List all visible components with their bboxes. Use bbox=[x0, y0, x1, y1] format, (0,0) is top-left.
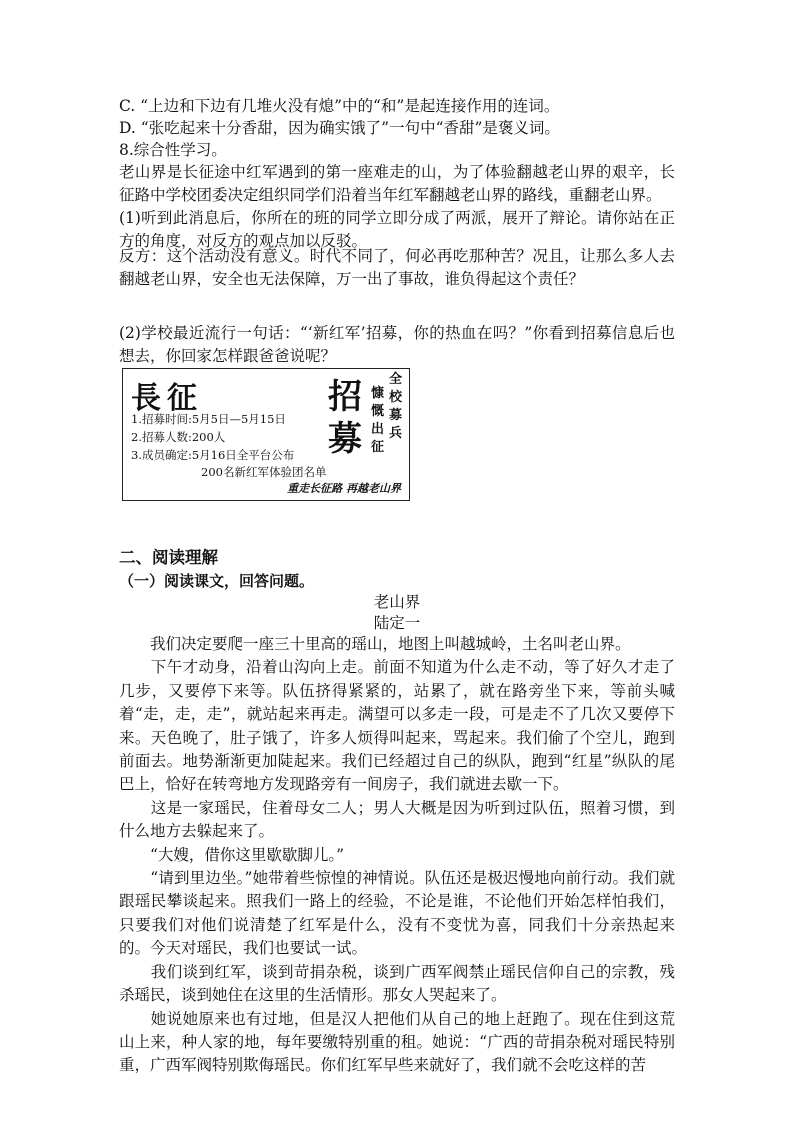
poster-vertical-slogan-2: 全校募兵 bbox=[389, 372, 403, 441]
article-paragraph: 下午才动身，沿着山沟向上走。前面不知道为什么走不动，等了好久才走了几步，又要停下来等。队伍挤得紧紧的，站累了，就在路旁坐下来，等前头喊着“走，走，走”，就站起来再走。满望可以多走一段，可是走不了几次又要停下来。天色晚了，肚子饿了，许多人烦得叫起来，骂起来。我们偷了个空儿，跑到前面去。地势渐渐更加陡起来。我们已经超过自己的纵队，跑到“红星”纵队的尾巴上，恰好在转弯地方发现路旁有一间房子，我们就进去歇一下。 bbox=[119, 658, 675, 794]
recruitment-poster bbox=[122, 368, 410, 501]
article-paragraph: 这是一家瑶民，住着母女二人；男人大概是因为听到过队伍，照着习惯，到什么地方去躲起来了。 bbox=[119, 798, 675, 841]
article-paragraph: 我们谈到红军，谈到苛捐杂税，谈到广西军阀禁止瑶民信仰自己的宗教，残杀瑶民，谈到她住在这里的生活情形。那女人哭起来了。 bbox=[119, 962, 675, 1005]
article-author: 陆定一 bbox=[373, 614, 421, 632]
section-heading: 二、阅读理解 bbox=[119, 548, 218, 567]
poster-item-time: 1.招募时间:5月5日—5月15日 bbox=[131, 412, 286, 426]
option-d: D. “张吃起来十分香甜，因为确实饿了”一句中“香甜”是褒义词。 bbox=[119, 119, 560, 137]
poster-item-announce: 3.成员确定:5月16日全平台公布 bbox=[131, 448, 295, 462]
question-8-heading: 8.综合性学习。 bbox=[119, 141, 227, 159]
poster-vertical-slogan-1: 慷慨出征 bbox=[371, 386, 385, 455]
intro-paragraph: 老山界是长征途中红军遇到的第一座难走的山，为了体验翻越老山界的艰辛，长征路中学校团委决定组织同学们沿着当年红军翻越老山界的路线，重翻老山界。 bbox=[119, 163, 675, 205]
poster-title: 長征 bbox=[131, 381, 203, 416]
question-2: (2)学校最近流行一句话：“‘新红军’招募，你的热血在吗？”你看到招募信息后也想去，你回家怎样跟爸爸说呢？ bbox=[119, 324, 675, 366]
article-paragraph: 她说她原来也有过地，但是汉人把他们从自己的地上赶跑了。现在住到这荒山上来，种人家的地，每年要缴特别重的租。她说：“广西的苛捐杂税对瑶民特别重，广西军阀特别欺侮瑶民。你们红军早些来就好了，我们就不会吃这样的苦 bbox=[119, 1009, 675, 1075]
article-paragraph: 我们决定要爬一座三十里高的瑶山，地图上叫越城岭，土名叫老山界。 bbox=[119, 635, 631, 653]
poster-big-char-1: 招 bbox=[328, 377, 362, 417]
poster-item-list: 200名新红军体验团名单 bbox=[201, 465, 327, 479]
opponent-view: 反方：这个活动没有意义。时代不同了，何必再吃那种苦？况且，让那么多人去翻越老山界，安全也无法保障，万一出了事故，谁负得起这个责任？ bbox=[119, 247, 675, 289]
article-paragraph: “请到里边坐。”她带着些惊惶的神情说。队伍还是极迟慢地向前行动。我们就跟瑶民攀谈起来。照我们一路上的经验，不论是谁，不论他们开始怎样怕我们，只要我们对他们说清楚了红军是什么，没有不变忧为喜，同我们十分亲热起来的。今天对瑶民，我们也要试一试。 bbox=[119, 869, 675, 958]
option-c: C. “上边和下边有几堆火没有熄”中的“和”是起连接作用的连词。 bbox=[119, 97, 560, 115]
sub-heading: （一）阅读课文，回答问题。 bbox=[119, 572, 315, 590]
poster-footer: 重走长征路 再越老山界 bbox=[287, 482, 401, 495]
poster-item-count: 2.招募人数:200人 bbox=[131, 430, 226, 444]
article-paragraph: “大嫂，借你这里歇歇脚儿。” bbox=[119, 845, 345, 864]
question-1: (1)听到此消息后，你所在的班的同学立即分成了两派，展开了辩论。请你站在正方的角度，对反方的观点加以反驳。 bbox=[119, 209, 675, 251]
article-body bbox=[119, 633, 675, 1078]
poster-big-char-2: 募 bbox=[328, 419, 362, 459]
article-title: 老山界 bbox=[373, 593, 421, 611]
